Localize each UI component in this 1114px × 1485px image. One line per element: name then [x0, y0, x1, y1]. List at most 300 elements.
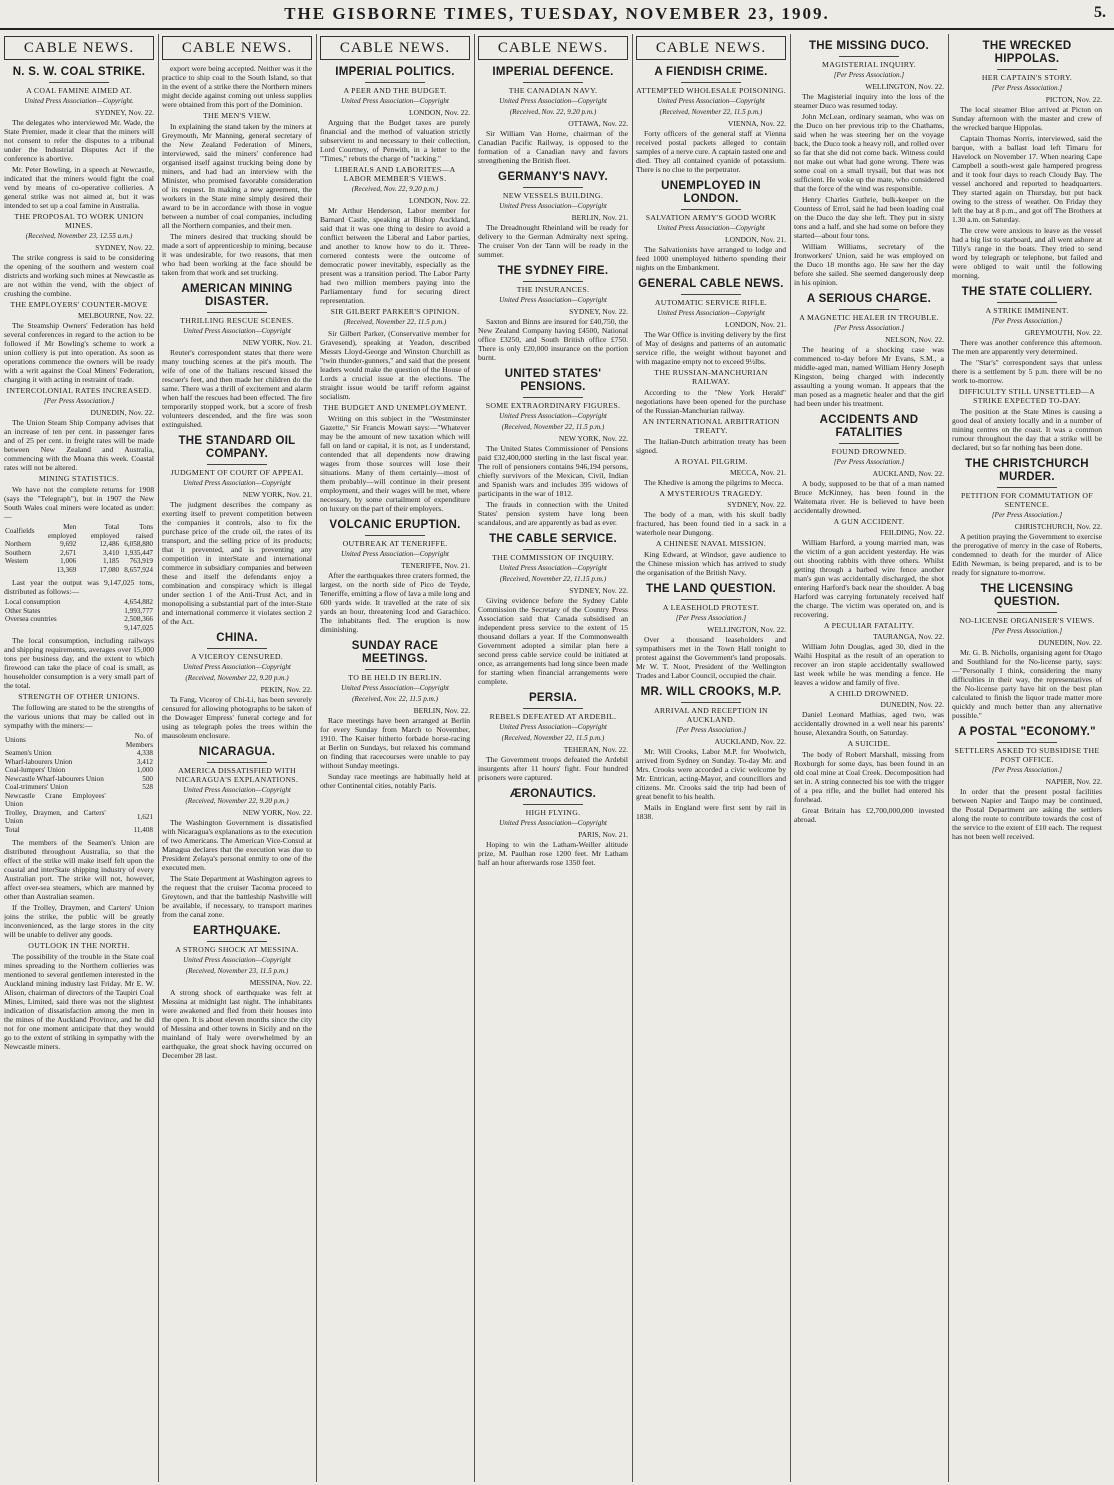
place-date: BERLIN, Nov. 22.	[413, 706, 470, 715]
paragraph: The members of the Seamen's Union are distributed throughout Australia, so that the effect of the strike will make itself felt upon the coastal and interState shipping industry of every Australian port. The strike will not, however, affect over-sea steamers, which are manned by other than Australian seamen.	[4, 838, 154, 901]
place-date: MECCA, Nov. 21.	[730, 468, 786, 477]
article-headline: NICARAGUA.	[198, 746, 276, 758]
column-divider	[948, 34, 949, 1482]
headline-rule	[997, 487, 1057, 488]
article-headline: N. S. W. COAL STRIKE.	[12, 66, 146, 78]
article-headline: IMPERIAL DEFENCE.	[492, 66, 614, 78]
paragraph: William Williams, secretary of the Ironworkers' Union, said he was employed on the Duco 18 months ago. He saw her the day before she sailed. She seemed dangerously deep in his opinion.	[794, 242, 944, 287]
headline-rule	[681, 702, 741, 703]
paragraph: The Dreadnought Rheinland will be ready for delivery to the German Admiralty next spring. The cruiser Von der Tann will be ready in the summer.	[478, 223, 628, 259]
place-date: DUNEDIN, Nov. 22.	[1038, 638, 1102, 647]
article-subheading: NEW VESSELS BUILDING.	[502, 191, 604, 200]
article-headline: EARTHQUAKE.	[193, 925, 281, 937]
article-headline: GERMANY'S NAVY.	[498, 171, 608, 183]
article-subheading: AN INTERNATIONAL ARBITRATION TREATY.	[642, 417, 780, 435]
column-divider	[158, 34, 159, 1482]
article-headline: PERSIA.	[528, 692, 578, 704]
paragraph: Writing on this subject in the "Westminster Gazette," Sir Francis Mowatt says:—"Whatever may be the amount of new taxation which will fall on land or capital, it is not, as I understand, contended that all dependents now drawing wages from those sources will lose their situations. Many of them certainly—most of them probably—will continue in their present employment, and their wages will be met, where necessary, by some curtailment of expenditure on luxury on the part of their employers.	[320, 414, 470, 513]
article-subheading: THE COMMISSION OF INQUIRY.	[491, 553, 615, 562]
paragraph: The Magisterial inquiry into the loss of the steamer Duco was resumed today.	[794, 92, 944, 110]
article-subheading: FOUND DROWNED.	[831, 447, 907, 456]
table-cell: Coalfields	[5, 527, 35, 536]
dateline: (Received, November 22, 11.5 p.m.)	[501, 423, 605, 431]
article-headline: THE CHRISTCHURCH MURDER.	[965, 458, 1089, 483]
column-divider	[632, 34, 633, 1482]
place-date: AUCKLAND, Nov. 22.	[872, 469, 944, 478]
table-cell: 1,993,777	[124, 606, 153, 615]
column-4	[478, 34, 628, 1482]
article-headline: THE LICENSING QUESTION.	[980, 583, 1074, 608]
dateline: United Press Association—Copyright	[499, 202, 607, 210]
paragraph: A body, supposed to be that of a man named Bruce McKinney, has been found in the Waitemata river. He is believed to have been accidentally drowned.	[794, 479, 944, 515]
place-date: SYDNEY, Nov. 22.	[569, 586, 628, 595]
table-cell: Southern	[5, 548, 31, 557]
column-banner: CABLE NEWS.	[4, 36, 154, 60]
paragraph: Reuter's correspondent states that there were many touching scenes at the pit's mouth. The wife of one of the Italians rescued kissed the rescuer's feet, and then made her children do the same. There was a thrill of excitement and alarm when half the rescues had been effected. The fire temporarily stopped work, but a score of fresh volunteers descended, and the fire was soon extinguished.	[162, 348, 312, 429]
place-date: LONDON, Nov. 21.	[725, 320, 786, 329]
table-cell: Coal-lumpers' Union	[5, 766, 66, 774]
page-number: 5.	[1094, 4, 1106, 21]
headline-rule	[839, 309, 899, 310]
table-cell: 8,657,924	[124, 565, 153, 574]
headline-rule	[523, 804, 583, 805]
table-cell: Total	[5, 825, 20, 834]
table-cell	[4, 566, 36, 575]
paragraph: We have not the complete returns for 1908 (says the "Telegraph"), but in 1907 the New South Wales coal miners were located as under:—	[4, 485, 154, 521]
place-date: SYDNEY, Nov. 22.	[95, 108, 154, 117]
article-subheading: SETTLERS ASKED TO SUBSIDISE THE POST OFFICE.	[954, 746, 1100, 764]
table-row	[4, 809, 154, 826]
article-subheading: A CHILD DROWNED.	[829, 689, 909, 698]
headline-rule	[207, 941, 267, 942]
table-cell: Trolley, Draymen, and Carters' Union	[5, 808, 106, 825]
place-date: WELLINGTON, Nov. 22.	[865, 82, 944, 91]
dateline: [Per Press Association.]	[991, 511, 1063, 519]
paragraph: The Washington Government is dissatisfied with Nicaragua's explanations as to the execution of two Americans. The American Vice-Consul at Managua declares that the execution was due to President Zelaya's personal enmity to one of the executed men.	[162, 818, 312, 872]
paragraph: Sir Gilbert Parker, (Conservative member for Gravesend), speaking at Yeadon, described Messrs Lloyd-George and Winston Churchill as "twin thunder-gunners," and said that the present leaders would make the question of the House of Lords a crucial issue at the elections. The straight issue would be tariff reform against socialism.	[320, 329, 470, 401]
dateline: [Per Press Association.]	[991, 84, 1063, 92]
paragraph: The hearing of a shocking case was commenced to-day before Mr Evans, S.M., a middle-aged man, named William Henry Joseph Kingston, being charged with indecently assaulting a young woman. It appears that the man posed as a magnetic healer and that the girl had been under his treatment.	[794, 345, 944, 408]
place-date: BERLIN, Nov. 21.	[571, 213, 628, 222]
headline-rule	[523, 281, 583, 282]
dateline: (Received, November 22, 9.20 p.m.)	[185, 674, 289, 682]
headline-rule	[997, 612, 1057, 613]
article-headline: MR. WILL CROOKS, M.P.	[640, 686, 782, 698]
table-cell: 528	[142, 783, 153, 791]
article-subheading: THE CANADIAN NAVY.	[508, 86, 598, 95]
paragraph: Over a thousand leaseholders and sympathisers met in the Town Hall tonight to protest against the Government's land proposals. Mr W. T. Noot, President of the Wellington Trades and Labor Council, occupied the chair.	[636, 635, 786, 680]
article-subheading: AUTOMATIC SERVICE RIFLE.	[654, 298, 768, 307]
article-headline: CHINA.	[216, 632, 258, 644]
article-subheading: MINING STATISTICS.	[38, 474, 120, 483]
article-subheading: A PECULIAR FATALITY.	[823, 621, 915, 630]
dateline: United Press Association—Copyright	[499, 564, 607, 572]
dateline: (Received, Nov. 22, 11.5 p.m.)	[352, 695, 438, 703]
table-cell: 13,369	[56, 565, 77, 574]
article-subheading: A SUICIDE.	[847, 739, 891, 748]
table-cell: 6,058,880	[124, 540, 153, 548]
column-divider	[474, 34, 475, 1482]
table-cell: Tons raised	[135, 523, 153, 540]
paragraph: The Steamship Owners' Federation has held several conferences in regard to the action to be followed if Mr Bowling's scheme to work a union colliery is put into operation. As soon as operations commence the owners will be ready with a writ against the Coal Miners' Federation, charging it with acting in restraint of trade.	[4, 321, 154, 384]
article-subheading: THE BUDGET AND UNEMPLOYMENT.	[322, 403, 468, 412]
masthead	[0, 0, 1114, 30]
place-date: TENERIFFE, Nov. 21.	[401, 561, 470, 570]
article-headline: THE STATE COLLIERY.	[961, 286, 1093, 298]
dateline: United Press Association—Copyright	[499, 819, 607, 827]
paragraph: The delegates who interviewed Mr. Wade, the State Premier, made it clear that the miners will not consent to refer the disputes to a tribunal under the Industrial Disputes Act if the conference is abortive.	[4, 118, 154, 163]
article-subheading: ATTEMPTED WHOLESALE POISONING.	[636, 86, 786, 95]
table-cell: 1,006	[60, 557, 77, 565]
headline-rule	[49, 82, 109, 83]
dateline: (Received, November 22, 9.20 p.m.)	[185, 797, 289, 805]
article-subheading: SALVATION ARMY'S GOOD WORK	[645, 213, 777, 222]
paragraph: The Salvationists have arranged to lodge and feed 1000 unemployed hitherto spending their nights on the Embankment.	[636, 245, 786, 272]
paragraph: William Harford, a young married man, was the victim of a gun accident yesterday. He was out shooting rabbits with three others. Whilst getting through a barbed wire fence another man's gun was accidentally discharged, the shot entering Harford's back near the shoulder. A bag Harford was carrying fortunately received half the charge. The victim was operated on, and is recovering.	[794, 538, 944, 619]
article-subheading: A MAGNETIC HEALER IN TROUBLE.	[799, 313, 939, 322]
paragraph: Sir William Van Horne, chairman of the Canadian Pacific Railway, is opposed to the formation of a Canadian navy and favors strengthening the British fleet.	[478, 129, 628, 165]
place-date: LONDON, Nov. 22.	[409, 196, 470, 205]
article-subheading: DIFFICULTY STILL UNSETTLED—A STRIKE EXPECTED TO-DAY.	[958, 387, 1096, 405]
article-subheading: THE MEN'S VIEW.	[202, 111, 272, 120]
table-cell: Unions	[5, 736, 26, 745]
headline-rule	[523, 397, 583, 398]
article-subheading: NO-LICENSE ORGANISER'S VIEWS.	[959, 616, 1095, 625]
article-subheading: A GUN ACCIDENT.	[833, 517, 905, 526]
newspaper-title: THE GISBORNE TIMES, TUESDAY, NOVEMBER 23, 1909.	[284, 4, 830, 23]
table-row	[4, 615, 154, 624]
place-date: NEW YORK, Nov. 22.	[242, 808, 312, 817]
table-cell: 3,410	[102, 548, 120, 557]
table-row	[4, 540, 154, 549]
dateline: United Press Association—Copyright	[657, 224, 765, 232]
table-cell: 1,935,447	[124, 548, 153, 557]
place-date: LONDON, Nov. 22.	[409, 108, 470, 117]
table-cell: Seamen's Union	[5, 749, 52, 757]
place-date: VIENNA, Nov. 22.	[727, 119, 786, 128]
paragraph: Saxton and Binns are insured for £40,750, the New Zealand Company having £4500, National office £3250, and South British office £750. There is only £20,000 insurance on the portion burnt.	[478, 317, 628, 362]
dateline: (Received, November 22, 11.5 p.m.)	[501, 734, 605, 742]
dateline: [Per Press Association.]	[991, 627, 1063, 635]
table-cell: 1,000	[136, 766, 153, 774]
paragraph: Last year the output was 9,147,025 tons, distributed as follows:—	[4, 578, 154, 596]
headline-rule	[365, 535, 425, 536]
paragraph: John McLean, ordinary seaman, who was on the Duco on her previous trip to the Chathams, said when he was steering her on the voyage back, the Duco took a heavy roll, and rolled over so far that she did not come back. Witness could not make out what had gone wrong. There was some coal on a small trysail, but that was not sufficient. He woke up the mate, who considered that the force of the wind was responsible.	[794, 112, 944, 193]
article-subheading: A STRONG SHOCK AT MESSINA.	[175, 945, 299, 954]
paragraph: Giving evidence before the Sydney Cable Commission the Secretary of the Country Press Association said that Canada subsidised an independent press service to the extent of 15 thousand dollars a year. If the Commonwealth Government adopted a similar plan here a second press cable service could be initiated at once, as arrangements had long since been made for starting when financial arrangements were complete.	[478, 596, 628, 686]
table-cell: No. of Members	[125, 732, 153, 749]
article-subheading: A LEASEHOLD PROTEST.	[662, 603, 760, 612]
article-headline: THE CABLE SERVICE.	[489, 533, 617, 545]
article-headline: THE MISSING DUCO.	[808, 40, 930, 52]
columns-container	[4, 34, 1110, 1482]
paragraph: The United States Commissioner of Pensions paid £32,400,000 sterling in the last fiscal year. The roll of pensioners contains 946,194 persons, chiefly survivors of the Mexican, Civil, Indian and Spanish wars and includes 395 widows of participants in the war of 1812.	[478, 444, 628, 498]
paragraph: In order that the present postal facilities between Napier and Taupo may be continued, the Postal Department are asking the settlers along the route to contribute towards the cost of the service to the extent of £10 each. The request has not been well received.	[952, 787, 1102, 841]
article-headline: VOLCANIC ERUPTION.	[329, 519, 461, 531]
dateline: (Received, November 22, 11.5 p.m.)	[659, 108, 763, 116]
table-cell: 12,486	[99, 540, 120, 548]
paragraph: King Edward, at Windsor, gave audience to the Chinese mission which has arrived to study the organisation of the British Navy.	[636, 550, 786, 577]
place-date: DUNEDIN, Nov. 22.	[90, 408, 154, 417]
column-1	[4, 34, 154, 1482]
table-row	[4, 523, 154, 540]
headline-rule	[207, 648, 267, 649]
column-divider	[790, 34, 791, 1482]
place-date: TEHERAN, Nov. 22.	[563, 745, 628, 754]
table-row	[4, 557, 154, 566]
article-subheading: THE RUSSIAN-MANCHURIAN RAILWAY.	[654, 368, 768, 386]
paragraph: The War Office is inviting delivery by the first of May of designs and patterns of an automatic service rifle, the weight without bayonet and with magazine empty not to exceed 9½lbs.	[636, 330, 786, 366]
table-cell: Men employed	[47, 523, 77, 540]
dateline: [Per Press Association.]	[833, 71, 905, 79]
paragraph: The frauds in connection with the United States' pension system have long been scandalous, and are apparently as bad as ever.	[478, 500, 628, 527]
paragraph: The possibility of the trouble in the State coal mines spreading to the Northern collieries was mentioned to several gentlemen interested in the Auckland mining industry last Friday. Mr E. W. Alison, chairman of directors of the Taupiri Coal Mines, Limited, said there was not the slightest indication of dissatisfaction among the men in the mines of the Auckland Province, and he did not for one moment anticipate that they would go to the extent of striking in sympathy with the Newcastle miners.	[4, 952, 154, 1051]
paragraph: There was another conference this afternoon. The men are apparently very determined.	[952, 338, 1102, 356]
table-cell: 1,185	[102, 557, 120, 565]
dateline: United Press Association—Copyright	[341, 684, 449, 692]
column-divider	[316, 34, 317, 1482]
place-date: MESSINA, Nov. 22.	[249, 978, 312, 987]
paragraph: Race meetings have been arranged at Berlin for every Sunday from March to November, 1910. The Kaiser hitherto forbade horse-racing at Berlin on Sundays, but relaxed his command on finding that racecourses were unable to pay without Sunday meetings.	[320, 716, 470, 770]
column-2	[162, 34, 312, 1482]
article-subheading: OUTLOOK IN THE NORTH.	[28, 941, 130, 950]
table-row	[4, 732, 154, 749]
paragraph: The Italian-Dutch arbitration treaty has been signed.	[636, 437, 786, 455]
table-row	[4, 624, 154, 633]
headline-rule	[523, 187, 583, 188]
article-subheading: A VICEROY CENSURED.	[190, 652, 284, 661]
place-date: SYDNEY, Nov. 22.	[569, 307, 628, 316]
place-date: WELLINGTON, Nov. 22.	[707, 625, 786, 634]
dateline: [Per Press Association.]	[675, 726, 747, 734]
article-subheading: A CHINESE NAVAL MISSION.	[655, 539, 767, 548]
headline-rule	[681, 599, 741, 600]
headline-rule	[839, 443, 899, 444]
paragraph: The body of Robert Marshall, missing from Roxburgh for some days, has been found in an old coal mine at Coal Creek. Decomposition had set in. A string connected his toe with the trigger of a pea rifle, and the bullet had entered his forehead.	[794, 750, 944, 804]
table-cell	[107, 792, 154, 809]
place-date: PARIS, Nov. 21.	[578, 830, 628, 839]
headline-rule	[681, 294, 741, 295]
dateline: United Press Association—Copyright	[183, 327, 291, 335]
paragraph: If the Trolley, Draymen, and Carters' Union joins the strike, the public will be greatly inconvenienced, as the large stores in the city will be unable to deliver any goods.	[4, 903, 154, 939]
paragraph: The following are stated to be the strengths of the various unions that may be called out in sympathy with the miners:—	[4, 703, 154, 730]
paragraph: Sunday race meetings are habitually held at other Continental cities, notably Paris.	[320, 772, 470, 790]
place-date: PICTON, Nov. 22.	[1045, 95, 1102, 104]
dateline: United Press Association—Copyright	[341, 97, 449, 105]
dateline: United Press Association—Copyright	[183, 956, 291, 964]
column-5	[636, 34, 786, 1482]
headline-rule	[523, 549, 583, 550]
place-date: AUCKLAND, Nov. 22.	[714, 737, 786, 746]
article-headline: SUNDAY RACE MEETINGS.	[351, 640, 439, 665]
article-subheading: A STRIKE IMMINENT.	[985, 306, 1069, 315]
article-headline: THE WRECKED HIPPOLAS.	[982, 40, 1072, 65]
place-date: FEILDING, Nov. 22.	[880, 528, 944, 537]
paragraph: According to the "New York Herald" negotiations have been opened for the purchase of the Russian-Manchurian railway.	[636, 388, 786, 415]
article-subheading: A COAL FAMINE AIMED AT.	[26, 86, 132, 95]
dateline: [Per Press Association.]	[991, 317, 1063, 325]
headline-rule	[207, 312, 267, 313]
paragraph: Daniel Leonard Mathias, aged two, was accidentally drowned in a well near his parents' house, Alexandra South, on Saturday.	[794, 710, 944, 737]
statistics-table	[4, 523, 154, 574]
paragraph: The State Department at Washington agrees to the request that the cruiser Tacoma proceed to Greytown, and that the battleship Nashville will be available, if necessary, to transport marines from the canal zone.	[162, 874, 312, 919]
table-cell: 11,408	[133, 825, 153, 834]
article-subheading: TO BE HELD IN BERLIN.	[348, 673, 442, 682]
place-date: MELBOURNE, Nov. 22.	[78, 311, 154, 320]
table-row	[4, 792, 154, 809]
paragraph: Ta Fang, Viceroy of Chi-Li, has been severely censured for allowing photographs to be taken of the Dowager Empress' funeral cortege and for using as telegraph poles the trees within the mausoleum enclosure.	[162, 695, 312, 740]
place-date: SYDNEY, Nov. 22.	[95, 243, 154, 252]
article-subheading: MAGISTERIAL INQUIRY.	[822, 60, 916, 69]
article-subheading: SIR GILBERT PARKER'S OPINION.	[330, 307, 460, 316]
table-cell: 9,147,025	[124, 623, 153, 632]
headline-rule	[523, 708, 583, 709]
article-headline: THE STANDARD OIL COMPANY.	[178, 435, 296, 460]
table-cell: Oversea countries	[5, 615, 57, 623]
headline-rule	[997, 742, 1057, 743]
paragraph: Henry Charles Guthrie, bulk-keeper on the Countess of Errol, said he had been loading coal on the Duco the day she left. They put in sixty tons and a half, and she had some on before they started—about four tons.	[794, 195, 944, 240]
paragraph: The crew were anxious to leave as the vessel had a big list to starboard, and all went ashore at Tilly's range in the boats. They tried to send word by telegraph or telephone, but failed and were obliged to wait until the following morning.	[952, 226, 1102, 280]
table-cell: 9,692	[60, 540, 77, 548]
article-headline: UNEMPLOYED IN LONDON.	[661, 180, 761, 205]
article-subheading: A PEER AND THE BUDGET.	[343, 86, 447, 95]
paragraph: The strike congress is said to be considering the opening of the southern and western coal districts and working such mines at Newcastle as are not within the vend, with the object of crushing the combine.	[4, 253, 154, 298]
table-cell: Local consumption	[5, 598, 61, 606]
table-cell: Coal-trimmers' Union	[5, 783, 68, 791]
place-date: NELSON, Nov. 22.	[885, 335, 944, 344]
article-subheading: HIGH FLYING.	[525, 808, 581, 817]
article-subheading: THE INSURANCES.	[516, 285, 590, 294]
dateline: (Received, November 22, 11.15 p.m.)	[499, 575, 607, 583]
paragraph: The local steamer Blue arrived at Picton on Sunday afternoon with the master and crew of the wrecked barque Hippolas.	[952, 105, 1102, 132]
paragraph: Mails in England were first sent by rail in 1838.	[636, 803, 786, 821]
dateline: United Press Association—Copyright	[499, 97, 607, 105]
headline-rule	[523, 82, 583, 83]
column-banner: CABLE NEWS.	[320, 36, 470, 60]
dateline: United Press Association—Copyright	[183, 663, 291, 671]
article-subheading: INTERCOLONIAL RATES INCREASED.	[6, 386, 152, 395]
paragraph: Arguing that the Budget taxes are purely financial and the method of valuation strictly subservient to and necessary to their collection, Lord Courtney, of Penwith, in a letter to the "Times," rebuts the charge of "tacking."	[320, 118, 470, 163]
table-row	[4, 598, 154, 607]
place-date: NEW YORK, Nov. 22.	[558, 434, 628, 443]
column-6	[794, 34, 944, 1482]
article-subheading: AMERICA DISSATISFIED WITH NICARAGUA'S EXPLANATIONS.	[175, 766, 299, 784]
table-cell: Total employed	[90, 523, 120, 540]
paragraph: The position at the State Mines is causing a good deal of anxiety locally and in a number of mining centres on the coast. It was a common rumour throughout the day that a strike will be declared, but so far nothing has been done.	[952, 407, 1102, 452]
table-row	[4, 758, 154, 767]
paragraph: The judgment describes the company as exerting itself to prevent competition between the companies it controls, also to fix the purchase price of the crude oil, the rates of its transport, and the selling price of its products; that it prevented, and is preventing any competition in interState and international commerce in subsidiary companies and between these and itself the defendants enjoy a combination and conspiracy which is illegal under section 1 of the Anti-Trust Act, and in monopolising a substantial part of the inter-State and international commerce it violates section 2 of the Act.	[162, 500, 312, 626]
column-banner: CABLE NEWS.	[636, 36, 786, 60]
table-row	[4, 775, 154, 784]
table-cell: 3,412	[136, 757, 153, 766]
table-row	[4, 749, 154, 758]
dateline: United Press Association—Copyright.	[24, 97, 134, 105]
dateline: United Press Association—Copyright	[183, 479, 291, 487]
article-headline: A FIENDISH CRIME.	[654, 66, 768, 78]
table-row	[4, 826, 154, 835]
dateline: [Per Press Association.]	[833, 324, 905, 332]
dateline: United Press Association—Copyright	[499, 296, 607, 304]
article-subheading: REBELS DEFEATED AT ARDEBIL.	[489, 712, 617, 721]
paragraph: Mr. Will Crooks, Labor M.P. for Woolwich, arrived from Sydney on Sunday. To-day Mr. and Mrs. Crooks were accorded a civic welcome by Mr. Entrican, acting-Mayor, and councillors and citizens. Mr. Crooks said the trip had been of great benefit to his health.	[636, 747, 786, 801]
article-headline: GENERAL CABLE NEWS.	[638, 278, 784, 290]
place-date: CHRISTCHURCH, Nov. 22.	[1014, 522, 1102, 531]
paragraph: The Union Steam Ship Company advises that an increase of ten per cent. in passenger fares and of 25 per cent. in freight rates will be made between New Zealand and Australia, commencing with the Moana this week. Coastal rates will not be altered.	[4, 418, 154, 472]
dateline: United Press Association—Copyright	[341, 550, 449, 558]
column-3	[320, 34, 470, 1482]
table-cell: 2,671	[60, 548, 77, 557]
place-date: NEW YORK, Nov. 21.	[242, 338, 312, 347]
column-banner: CABLE NEWS.	[478, 36, 628, 60]
headline-rule	[365, 82, 425, 83]
dateline: United Press Association—Copyright	[657, 309, 765, 317]
table-cell	[4, 624, 102, 633]
statistics-table	[4, 732, 154, 834]
dateline: United Press Association—Copyright	[183, 786, 291, 794]
article-subheading: A ROYAL PILGRIM.	[674, 457, 748, 466]
column-7	[952, 34, 1102, 1482]
place-date: LONDON, Nov. 21.	[725, 235, 786, 244]
dateline: [Per Press Association.]	[675, 614, 747, 622]
table-cell: 2,508,366	[124, 615, 153, 623]
table-cell: 4,338	[136, 749, 153, 757]
paragraph: The "Star's" correspondent says that unless there is a settlement by 5 p.m. there will be no work to-morrow.	[952, 358, 1102, 385]
paragraph: Forty officers of the general staff at Vienna received postal packets alleged to contain samples of a nerve cure. A captain tasted one and died. They all contained cyanide of potassium. There is no clue to the perpetrator.	[636, 129, 786, 174]
paragraph: Great Britain has £2,700,000,000 invested abroad.	[794, 806, 944, 824]
paragraph: William John Douglas, aged 30, died in the Waihi Hospital as the result of an operation to recover an iron staple accidentally swallowed last week while he was mending a fence. He leaves a widow and family of five.	[794, 642, 944, 687]
place-date: NAPIER, Nov. 22.	[1045, 777, 1102, 786]
table-row	[4, 566, 154, 575]
article-subheading: HER CAPTAIN'S STORY.	[981, 73, 1073, 82]
paragraph: A strong shock of earthquake was felt at Messina at midnight last night. The inhabitants were awakened and fled from their houses into the open. It is about eleven months since the city of Messina and other towns in Sicily and on the mainland of Italy were overwhelmed by an earthquake, the great shock having occurred on December 28 last.	[162, 988, 312, 1060]
table-row	[4, 783, 154, 792]
paragraph: The Khedive is among the pilgrims to Mecca.	[644, 478, 784, 487]
article-headline: A SERIOUS CHARGE.	[806, 293, 932, 305]
table-row	[4, 766, 154, 775]
table-cell: 17,080	[99, 565, 120, 574]
table-row	[4, 549, 154, 558]
place-date: TAURANGA, Nov. 22.	[873, 632, 944, 641]
dateline: (Received, November 23, 12.55 a.m.)	[25, 232, 133, 240]
headline-rule	[997, 69, 1057, 70]
article-subheading: A MYSTERIOUS TRAGEDY.	[659, 489, 763, 498]
table-cell: Newcastle Crane Employees' Union	[5, 791, 106, 808]
paragraph: Mr. G. B. Nicholls, organising agent for Otago and Southland for the No-license party, says:—"Personally I think, considering the many difficulties in their way, the representatives of the No-license party have hit on the best plan calculated to finish the liquor trade matter more quickly and much better than any alternative possible."	[952, 648, 1102, 720]
paragraph: export were being accepted. Neither was it the practice to ship coal to the South Island, so that in the event of a strike there the Northern miners might decide against coming out unless supplies were obtained from this port of the Dominion.	[162, 64, 312, 109]
paragraph: The local consumption, including railways and shipping requirements, averages over 15,000 tons per business day, and the extent to which firewood can take the place of coal is small, as householder consumption is a very small part of the total.	[4, 636, 154, 690]
place-date: SYDNEY, Nov. 22.	[727, 500, 786, 509]
headline-rule	[207, 762, 267, 763]
table-row	[4, 607, 154, 616]
article-subheading: SOME EXTRAORDINARY FIGURES.	[485, 401, 621, 410]
paragraph: After the earthquakes three craters formed, the largest, on the north side of Pico de Teyde, Teneriffe, emitting a flow of lava a mile long and 600 yards wide. It travelled at the rate of six yards an hour, threatening Icod and Garachico. The inhabitants fled. The eruption is now diminishing.	[320, 571, 470, 634]
article-headline: THE LAND QUESTION.	[646, 583, 776, 595]
paragraph: Captain Thomas Norris, interviewed, said the barque, with a ballast load left Timaru for Havelock on November 17. When nearing Cape Campbell a south-west gale hampered progress and it took four days to reach Cloudy Bay. The vessel anchored and reported to headquarters. They started again on Thursday, but put back owing to the stress of weather. On Friday they left the bay at 8 p.m., and got off The Brothers at 1.30 a.m. on Saturday.	[952, 134, 1102, 224]
statistics-table	[4, 598, 154, 632]
dateline: (Received, Nov. 22, 9.20 p.m.)	[351, 185, 439, 193]
article-subheading: LIBERALS AND LABORITES—A LABOR MEMBER'S VIEWS.	[334, 165, 456, 183]
dateline: [Per Press Association.]	[833, 458, 905, 466]
dateline: (Received, November 23, 11.5 p.m.)	[185, 967, 289, 975]
article-subheading: ARRIVAL AND RECEPTION IN AUCKLAND.	[654, 706, 768, 724]
place-date: DUNEDIN, Nov. 22.	[880, 700, 944, 709]
paragraph: The body of a man, with his skull badly fractured, has been found tied in a sack in a waterhole near Dungong.	[636, 510, 786, 537]
table-cell: Newcastle Wharf-labourers Union	[5, 774, 104, 783]
paragraph: A petition praying the Government to exercise the prerogative of mercy in the case of Roberts, condemned to death for the murder of Alice Edith Newman, is being prepared, and is to be ready for signature to-morrow.	[952, 532, 1102, 577]
column-banner: CABLE NEWS.	[162, 36, 312, 60]
headline-rule	[839, 56, 899, 57]
article-subheading: THE EMPLOYERS' COUNTER-MOVE	[10, 300, 148, 309]
